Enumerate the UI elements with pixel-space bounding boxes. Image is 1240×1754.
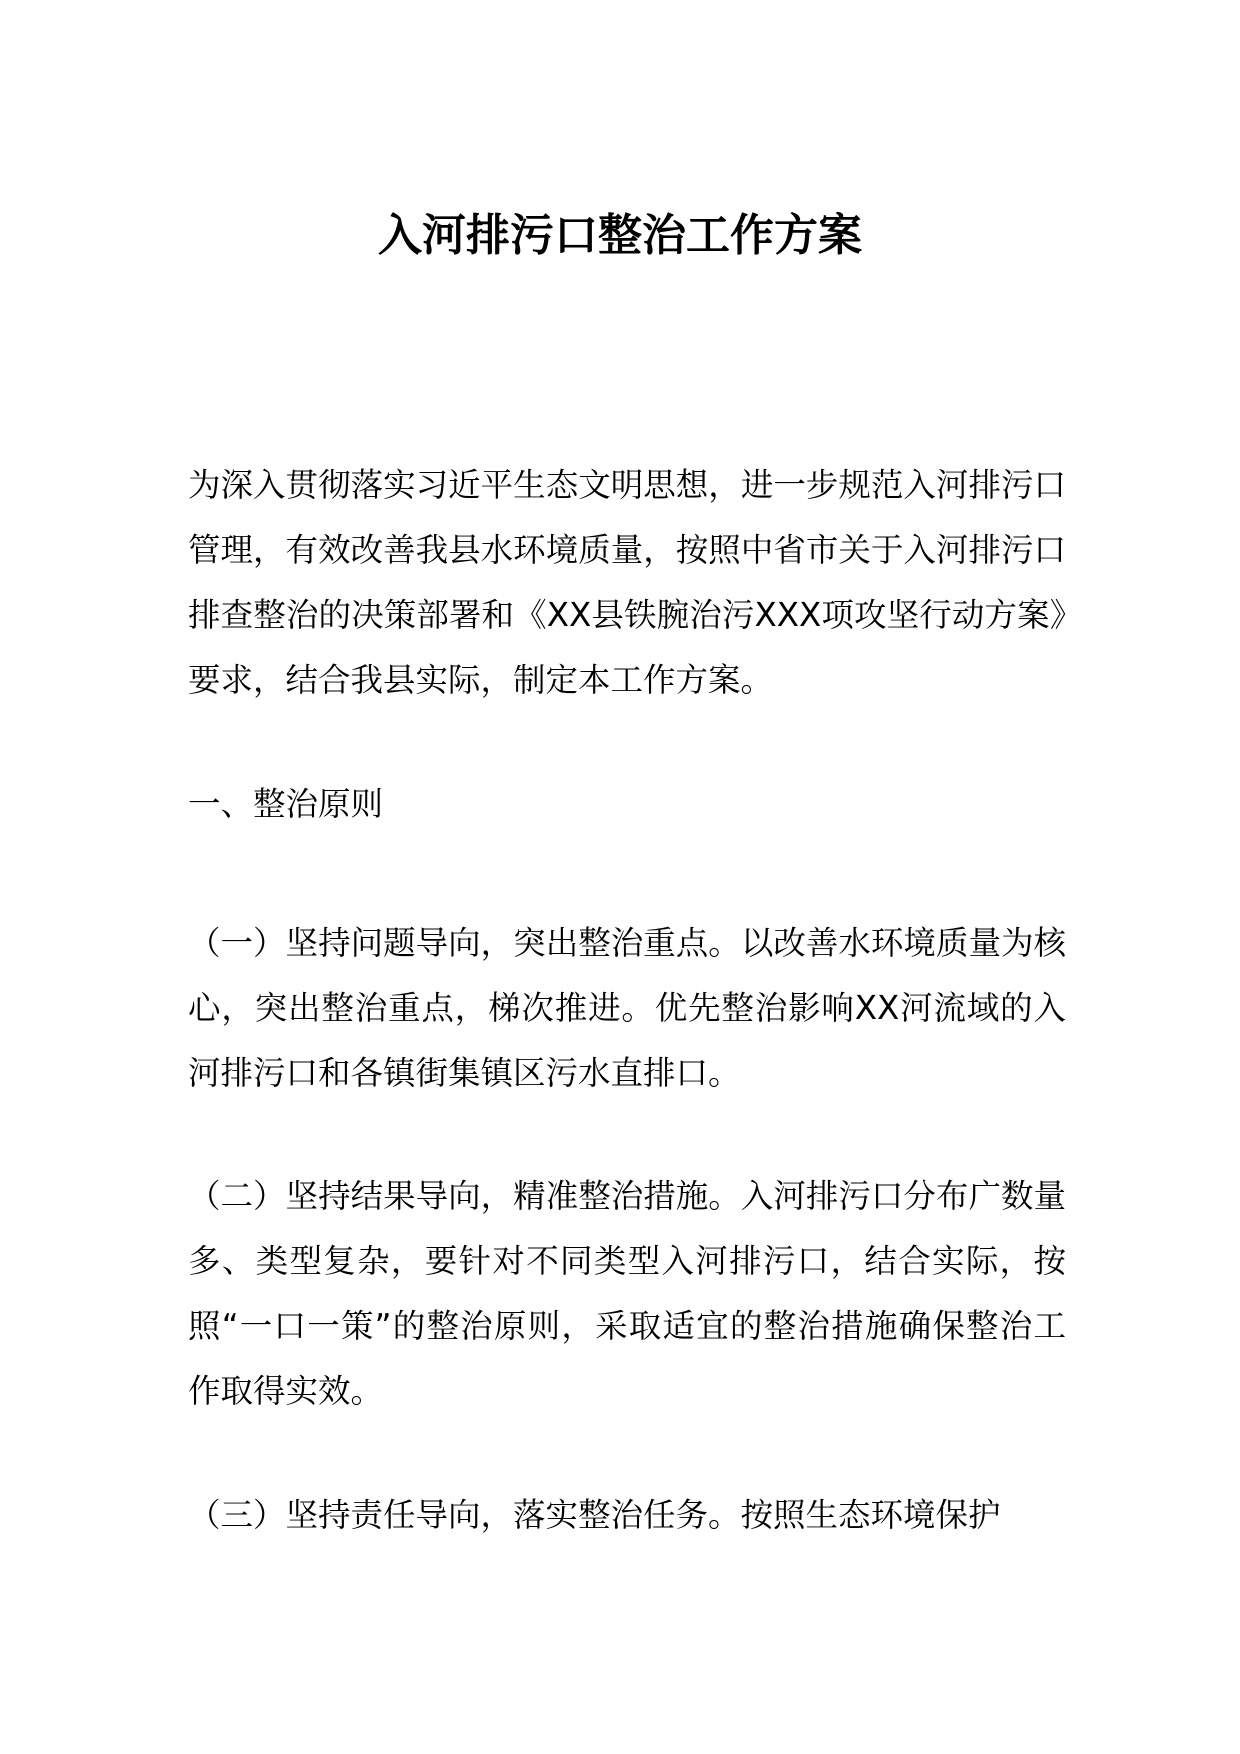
principle-paragraph-2: （二）坚持结果导向，精准整治措施。入河排污口分布广数量多、类型复杂，要针对不同类型入河排污口，结合实际，按照“一口一策”的整治原则，采取适宜的整治措施确保整治工作取得实效。 [188, 1177, 1066, 1410]
principle-paragraph-3: （三）坚持责任导向，落实整治任务。按照生态环境保护 [188, 1496, 1001, 1534]
principle-paragraph-1: （一）坚持问题导向，突出整治重点。以改善水环境质量为核心，突出整治重点，梯次推进。优先整治影响XX河流域的入河排污口和各镇街集镇区污水直排口。 [188, 924, 1066, 1092]
section-heading-principles: 一、整治原则 [188, 785, 384, 823]
document-title: 入河排污口整治工作方案 [378, 210, 862, 261]
intro-paragraph: 为深入贯彻落实习近平生态文明思想，进一步规范入河排污口管理，有效改善我县水环境质量，按照中省市关于入河排污口排查整治的决策部署和《XX县铁腕治污XXX项攻坚行动方案》要求，结合我县实际，制定本工作方案。 [188, 466, 1066, 699]
